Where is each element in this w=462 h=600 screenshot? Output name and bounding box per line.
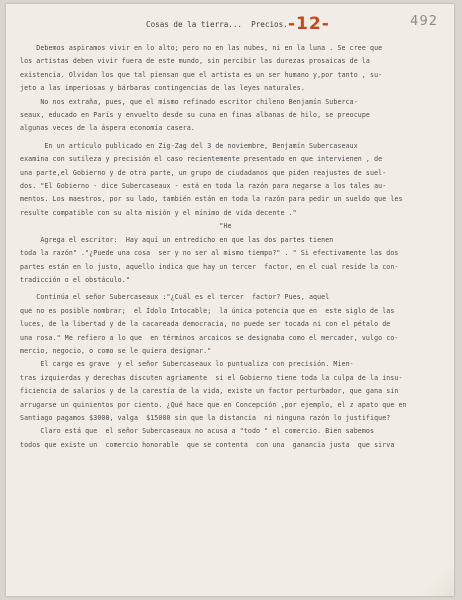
text-line: No nos extraña, pues, que el mismo refinado escritor chileno Benjamín Suberca- bbox=[20, 97, 358, 106]
text-line: los artistas deben vivir fuera de este mundo, sin percibir las durezas prosaicas de la bbox=[20, 57, 370, 66]
folio-number: 492 bbox=[410, 14, 438, 29]
text-line: luces, de la libertad y de la cacareada democracia, no puede ser tocada ni con el pétalo de bbox=[20, 320, 391, 329]
text-line: todos que existe un comercio honorable que se contenta con una ganancia justa que sirva bbox=[20, 440, 395, 449]
text-line: Continúa el señor Subercaseaux :"¿Cuál es el tercer factor? Pues, aquel bbox=[20, 293, 330, 302]
handwritten-page-number: -12- bbox=[288, 14, 330, 34]
text-line: arrugarse un quinientos por ciento. ¿Qué hace que en Concepción ,por ejemplo, el z apato que en bbox=[20, 400, 407, 409]
text-line: tradicción o el obstáculo." bbox=[20, 275, 130, 284]
text-line: dos. "El Gobierno - dice Subercaseaux - está en toda la razón para negarse a los tales au- bbox=[20, 182, 387, 191]
text-line: "He bbox=[20, 222, 232, 231]
text-line: jeto a las imperiosas y bárbaras contingencias de las leyes naturales. bbox=[20, 84, 305, 93]
text-line: algunas veces de la áspera economía casera. bbox=[20, 124, 195, 133]
text-line: toda la razón" ."¿Puede una cosa ser y no ser al mismo tiempo?" . " Si efectivamente las dos bbox=[20, 249, 399, 258]
text-line: ficiencia de salarios y de la carestía de la vida, existe un factor perturbador, que gana sin bbox=[20, 387, 399, 396]
text-line: existencia. Olvidan los que tal piensan que el artista es un ser humano y,por tanto , su- bbox=[20, 70, 383, 79]
text-line: seaux, educado en París y envuelto desde su cuna en finas albanas de hilo, se preocupe bbox=[20, 111, 370, 120]
text-line: Agrega el escritor: Hay aquí un entredicho en que las dos partes tienen bbox=[20, 235, 334, 244]
text-line: una parte,el Gobierno y de otra parte, un grupo de ciudadanos que piden reajustes de suel- bbox=[20, 168, 387, 177]
text-line: En un artículo publicado en Zig-Zag del 3 de noviembre, Benjamín Subercaseaux bbox=[20, 141, 358, 150]
text-line: tras izquierdas y derechas discuten agriamente si el Gobierno tiene toda la culpa de la insu- bbox=[20, 373, 403, 382]
text-line: resulte compatible con su alta misión y el mínimo de vida decente ." bbox=[20, 208, 297, 217]
text-line: mentos. Los maestros, por su lado, también están en toda la razón para pedir un sueldo que les bbox=[20, 195, 403, 204]
text-line: que no es posible nombrar; el Ídolo Intocable; la única potencia que en este siglo de las bbox=[20, 306, 395, 315]
text-line: partes están en lo justo, aquello indica que hay un tercer factor, en el cual reside la con- bbox=[20, 262, 399, 271]
text-line: Debemos aspiramos vivir en lo alto; pero no en las nubes, ni en la luna . Se cree que bbox=[20, 44, 383, 52]
text-line: Claro está que el señor Subercaseaux no acusa a "todo " el comercio. Bien sabemos bbox=[20, 427, 375, 436]
document-page bbox=[6, 4, 454, 596]
text-line: examina con sutileza y precisión el caso recientemente presentado en que intervienen , de bbox=[20, 155, 383, 164]
text-line: mercio, negocio, o como se le quiera designar." bbox=[20, 346, 212, 355]
text-line: Santiago pagamos $3000, valga $15000 sin que la distancia ni ninguna razón lo justifique? bbox=[20, 413, 391, 422]
document-title: Cosas de la tierra... Precios. bbox=[146, 20, 288, 29]
text-line: El cargo es grave y el señor Subercaseaux lo puntualiza con precisión. Mien- bbox=[20, 360, 354, 369]
paper-shading bbox=[414, 556, 454, 596]
document-body bbox=[20, 42, 446, 452]
text-line: una rosa." Me refiero a lo que en términos arcaicos se designaba como el mercader, vulgo co- bbox=[20, 333, 399, 342]
